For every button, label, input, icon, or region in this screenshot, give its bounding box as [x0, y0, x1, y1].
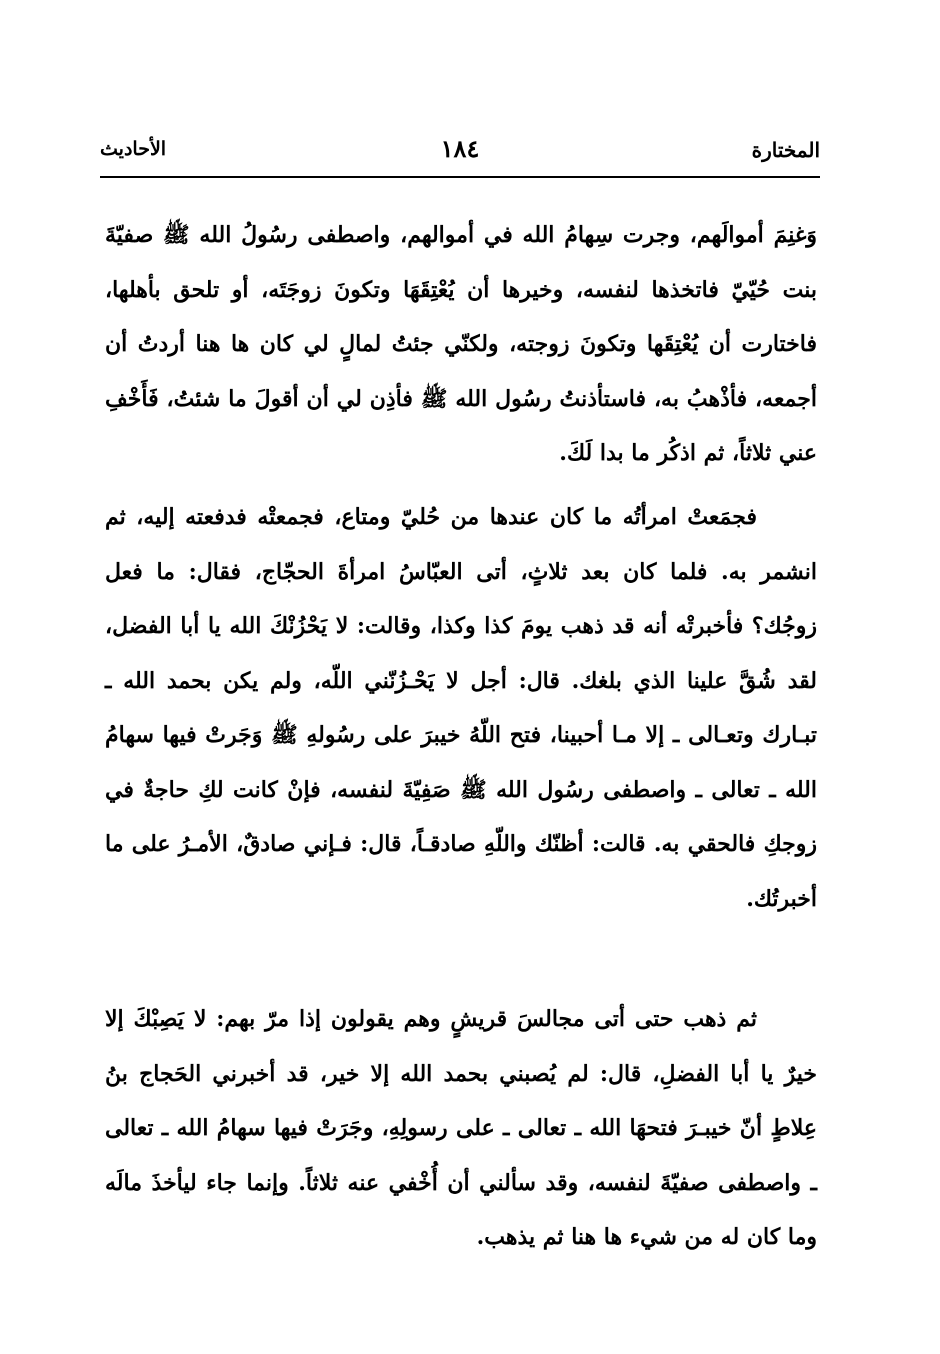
section-title: الأحاديث	[100, 138, 167, 160]
paragraph-3-container	[105, 992, 817, 1265]
paragraph: فجمَعتْ امرأتُه ما كان عندها من حُليّ ومتاع، فجمعتْه فدفعته إليه، ثم انشمر به. فلما كان بعد ثلاثٍ، أتى العبّاسُ امرأةَ الحجّاج، فقال: ما فعل زوجُك؟ فأخبرتْه أنه قد ذهب يومَ كذا وكذا، وقالت: لا يَحْزُنْكَ الله يا أبا الفضل، لقد شُقَّ علينا الذي بلغك. قال: أجل لا يَحْـزُنّني اللّه، ولم يكن بحمد الله ـ تبـارك وتعـالى ـ إلا مـا أحبينا، فتح اللّهُ خيبرَ على رسُولهِ ﷺ وَجَرتْ فيها سهامُ الله ـ تعالى ـ واصطفى رسُول الله ﷺ صَفِيّةَ لنفسه، فإنْ كانت لكِ حاجةٌ في زوجكِ فالحقي به. قالت: أظنّك واللّهِ صادقـاً، قال: فـإني صادقٌ، الأمـرُ على ما أخبرتُك.	[105, 504, 817, 912]
paragraph-2-container	[105, 490, 817, 926]
paragraph: وَغنِمَ أموالَهم، وجرت سِهامُ الله في أموالهم، واصطفى رسُولُ الله ﷺ صفيّةَ بنت حُيّيّ فاتخذها لنفسه، وخيرها أن يُعْتِقَهَا وتكونَ زوجَتَه، أو تلحق بأهلها، فاختارت أن يُعْتِقَها وتكونَ زوجته، ولكنّي جئتُ لمالٍ لي كان ها هنا أردتُ أن أجمعه، فأذْهبُ به، فاستأذنتُ رسُول الله ﷺ فأذِن لي أن أقولَ ما شئتُ، فَأَخْفِ عني ثلاثاً، ثم اذكُر ما بدا لَكَ.	[105, 222, 817, 466]
page-number: ١٨٤	[440, 134, 480, 163]
paragraph-1-container	[105, 208, 817, 481]
book-title: المختارة	[751, 138, 820, 162]
running-header	[100, 134, 820, 178]
paragraph: ثم ذهب حتى أتى مجالسَ قريشٍ وهم يقولون إذا مرّ بهم: لا يَصِبْكَ إلا خيرٌ يا أبا الفضلِ، قال: لم يُصبني بحمد الله إلا خير، قد أخبرني الحَجاج بنُ عِلاطٍ أنّ خيبـرَ فتحهَا الله ـ تعالى ـ على رسولِهِ، وجَرَتْ فيها سهامُ الله ـ تعالى ـ واصطفى صفيّةَ لنفسه، وقد سألني أن أُخْفي عنه ثلاثاً. وإنما جاء ليأخذَ مالَه وما كان له من شيء ها هنا ثم يذهب.	[105, 1006, 817, 1250]
header-divider	[100, 176, 820, 178]
